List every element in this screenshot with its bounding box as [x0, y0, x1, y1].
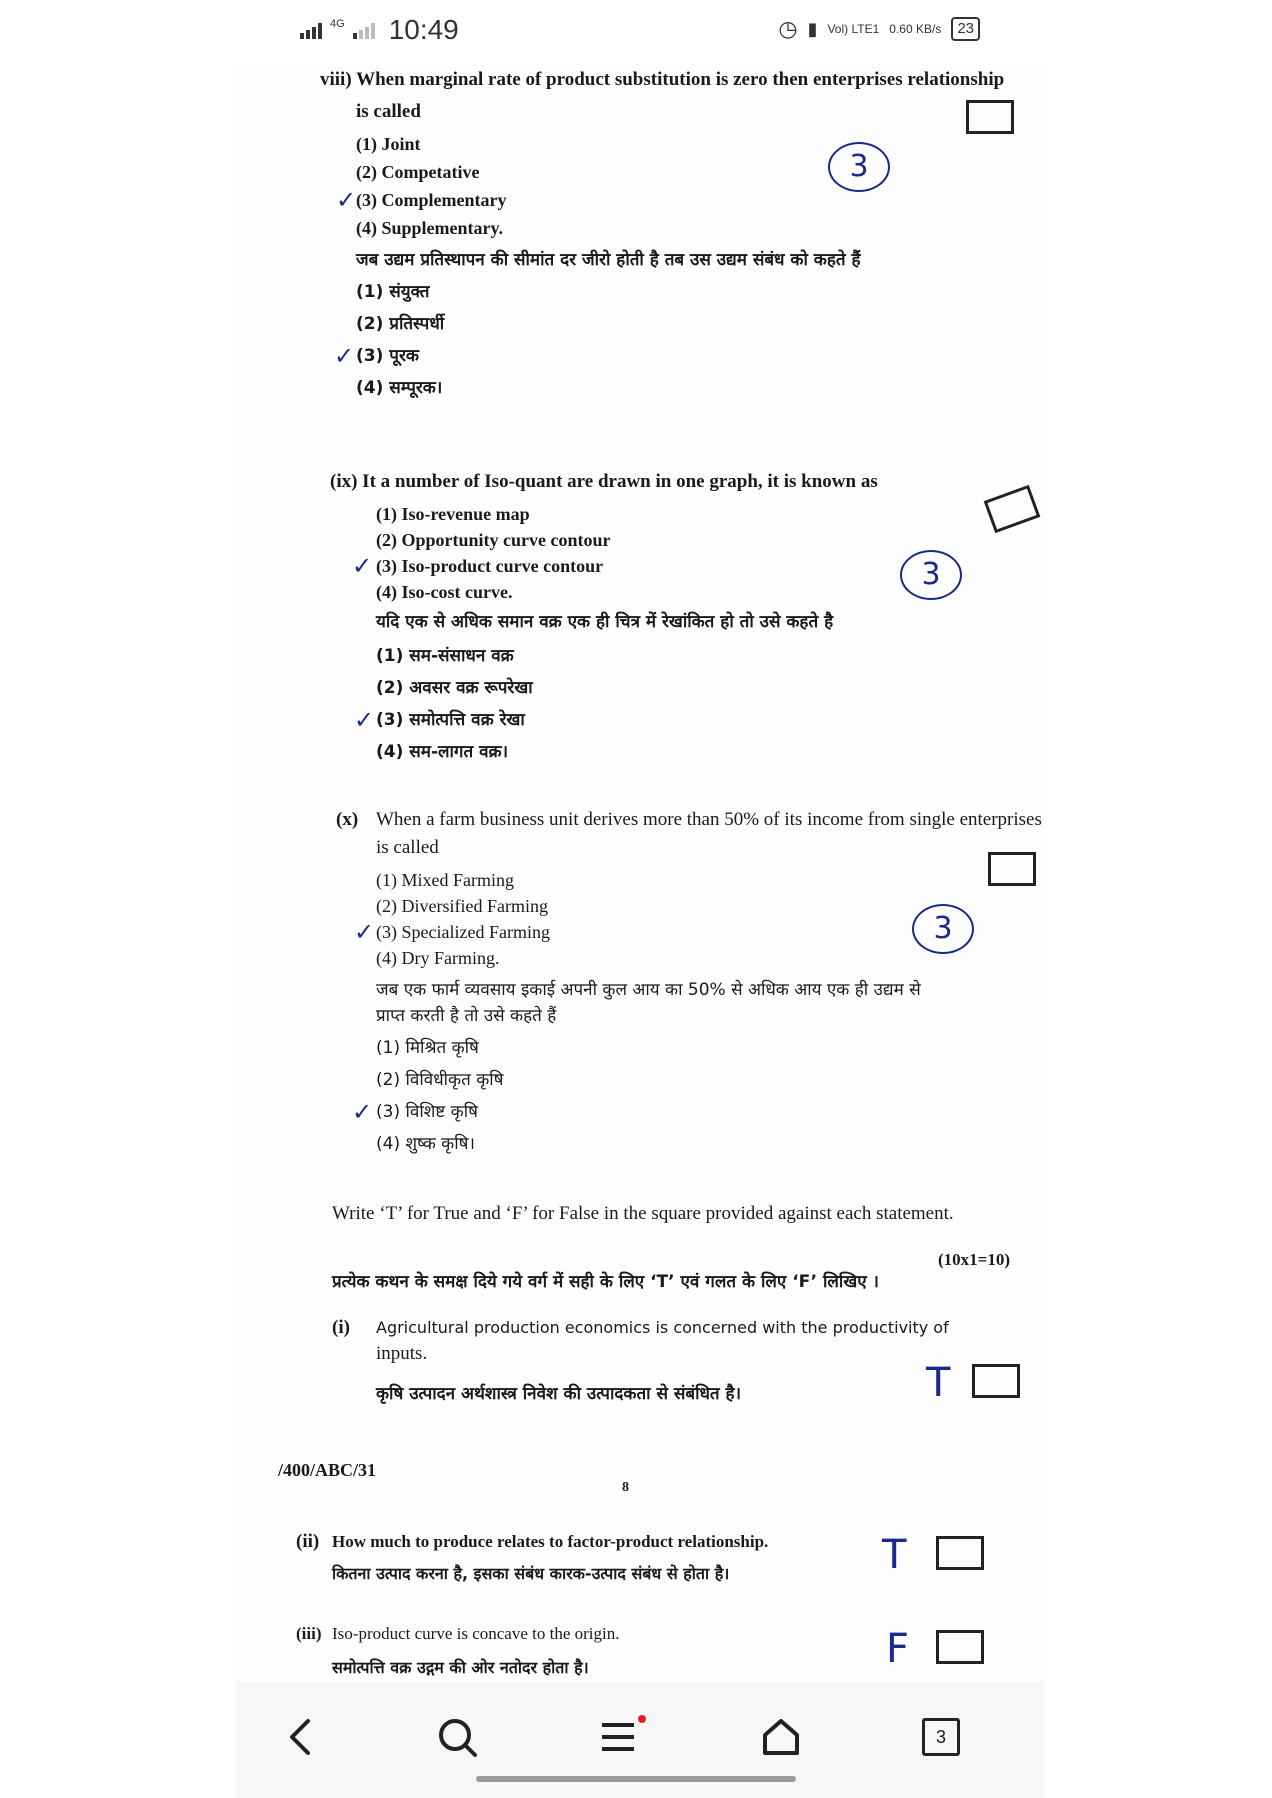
tf-item-1-answer-mark: T: [926, 1360, 951, 1406]
q8-hindi-check-mark: ✓: [334, 342, 355, 370]
q9-hindi-option-2: (2) अवसर वक्र रूपरेखा: [376, 678, 533, 698]
q8-hindi-option-4: (4) सम्पूरक।: [356, 378, 443, 398]
tf-hindi-instruction: प्रत्येक कथन के समक्ष दिये गये वर्ग में सही के लिए ‘T’ एवं गलत के लिए ‘F’ लिखिए ।: [332, 1272, 879, 1292]
tf-item-2-hindi: कितना उत्पाद करना है, इसका संबंध कारक-उत्पाद संबंध से होता है।: [332, 1564, 730, 1583]
notification-dot-icon: [638, 1715, 646, 1723]
q9-option-4: (4) Iso-cost curve.: [376, 582, 513, 602]
q8-circled-answer: 3: [828, 142, 890, 192]
status-left: [300, 14, 459, 46]
tf-item-2-number: (ii): [296, 1531, 320, 1552]
q9-hindi-option-4: (4) सम-लागत वक्र।: [376, 742, 509, 762]
volte-indicator: Vol) LTE1: [827, 22, 880, 36]
vibrate-icon: ▮: [807, 18, 818, 39]
tf-item-3-answer-mark: F: [886, 1626, 910, 1672]
home-icon: [759, 1715, 803, 1759]
q10-option-3: (3) Specialized Farming: [376, 922, 550, 942]
tf-item-1-hindi: कृषि उत्पादन अर्थशास्त्र निवेश की उत्पादकता से संबंधित है।: [376, 1384, 742, 1404]
q10-option-4: (4) Dry Farming.: [376, 948, 500, 968]
q9-check-mark: ✓: [352, 552, 373, 580]
q10-answer-box: [988, 852, 1036, 886]
q8-option-3: (3) Complementary: [356, 190, 507, 210]
q10-option-2: (2) Diversified Farming: [376, 896, 548, 916]
tf-instruction: Write ‘T’ for True and ‘F’ for False in the square provided against each statement.: [332, 1203, 954, 1224]
q10-hindi-option-3: (3) विशिष्ट कृषि: [376, 1102, 478, 1122]
q10-hindi-option-1: (1) मिश्रित कृषि: [376, 1038, 479, 1058]
signal-icon: [300, 21, 322, 39]
q9-hindi-question: यदि एक से अधिक समान वक्र एक ही चित्र में रेखांकित हो तो उसे कहते है: [376, 612, 834, 632]
tf-item-1-text-continued: inputs.: [376, 1343, 428, 1364]
tf-marks: (10x1=10): [938, 1250, 1011, 1269]
search-icon: [435, 1715, 479, 1759]
tabs-button[interactable]: [916, 1712, 966, 1762]
q10-check-mark: ✓: [354, 918, 375, 946]
q8-option-1: (1) Joint: [356, 134, 421, 154]
tf-item-3-text: Iso-product curve is concave to the origin.: [332, 1624, 620, 1643]
q8-answer-box: [966, 100, 1014, 134]
network-type: 4G: [330, 17, 345, 30]
page-number: 8: [622, 1480, 629, 1495]
q9-hindi-option-1: (1) सम-संसाधन वक्र: [376, 646, 514, 666]
status-right: [778, 16, 980, 42]
q10-hindi-option-2: (2) विविधीकृत कृषि: [376, 1070, 504, 1090]
document-page: [236, 62, 1044, 1682]
q8-text: viii) When marginal rate of product substitution is zero then enterprises relationship: [320, 69, 1005, 90]
tf-item-1-answer-box: [972, 1364, 1020, 1398]
menu-icon: [596, 1715, 646, 1759]
tf-item-2-answer-mark: T: [882, 1532, 907, 1578]
back-button[interactable]: [276, 1712, 326, 1762]
signal-icon-2: [353, 21, 375, 39]
q9-option-1: (1) Iso-revenue map: [376, 504, 530, 524]
q8-hindi-option-3: (3) पूरक: [356, 346, 419, 366]
q10-hindi-question-1: जब एक फार्म व्यवसाय इकाई अपनी कुल आय का 50% से अधिक आय एक ही उद्यम से: [376, 980, 921, 1000]
tabs-count: 3: [935, 1726, 946, 1747]
q10-text-continued: is called: [376, 837, 439, 858]
tf-item-3-number: (iii): [296, 1624, 322, 1643]
q8-hindi-option-1: (1) संयुक्त: [356, 282, 430, 302]
battery-icon: 23: [951, 17, 980, 41]
q8-text-continued: is called: [356, 101, 421, 122]
q9-hindi-check-mark: ✓: [354, 706, 375, 734]
tf-item-2-answer-box: [936, 1536, 984, 1570]
q10-text: When a farm business unit derives more than 50% of its income from single enterprises: [376, 809, 1042, 830]
q10-hindi-question-2: प्राप्त करती है तो उसे कहते हैं: [376, 1006, 557, 1026]
clock: 10:49: [388, 14, 459, 45]
status-bar: [0, 0, 1272, 62]
tf-item-1-text: Agricultural production economics is concerned with the productivity of: [376, 1318, 949, 1337]
q8-hindi-option-2: (2) प्रतिस्पर्धी: [356, 314, 445, 334]
q10-option-1: (1) Mixed Farming: [376, 870, 514, 890]
q9-text: (ix) It a number of Iso-quant are drawn in one graph, it is known as: [330, 471, 878, 492]
paper-code: /400/ABC/31: [278, 1460, 377, 1480]
q8-check-mark: ✓: [336, 186, 357, 214]
q10-circled-answer: 3: [912, 904, 974, 954]
home-button[interactable]: [756, 1712, 806, 1762]
q10-hindi-option-4: (4) शुष्क कृषि।: [376, 1134, 475, 1154]
q10-number: (x): [336, 809, 359, 830]
q8-hindi-question: जब उद्यम प्रतिस्थापन की सीमांत दर जीरो होती है तब उस उद्यम संबंध को कहते हैं: [356, 250, 861, 270]
q9-circled-answer: 3: [900, 550, 962, 600]
tabs-count-icon: [922, 1718, 960, 1756]
tf-item-3-hindi: समोत्पत्ति वक्र उद्गम की ओर नतोदर होता है।: [332, 1658, 589, 1677]
q9-option-3: (3) Iso-product curve contour: [376, 556, 604, 576]
q8-option-2: (2) Competative: [356, 162, 480, 182]
alarm-icon: ◷: [778, 16, 798, 41]
q9-answer-box: [984, 485, 1041, 533]
tf-item-3-answer-box: [936, 1630, 984, 1664]
tf-item-2-text: How much to produce relates to factor-product relationship.: [332, 1532, 769, 1551]
q10-hindi-check-mark: ✓: [352, 1098, 373, 1126]
q9-option-2: (2) Opportunity curve contour: [376, 530, 611, 550]
q9-hindi-option-3: (3) समोत्पत्ति वक्र रेखा: [376, 710, 525, 730]
search-button[interactable]: [432, 1712, 482, 1762]
tf-item-1-number: (i): [332, 1317, 350, 1338]
gesture-home-bar[interactable]: [476, 1776, 796, 1782]
menu-button[interactable]: [596, 1712, 646, 1762]
data-speed: 0.60 KB/s: [889, 22, 942, 36]
back-arrow-icon: [284, 1717, 318, 1757]
q8-option-4: (4) Supplementary.: [356, 218, 504, 238]
